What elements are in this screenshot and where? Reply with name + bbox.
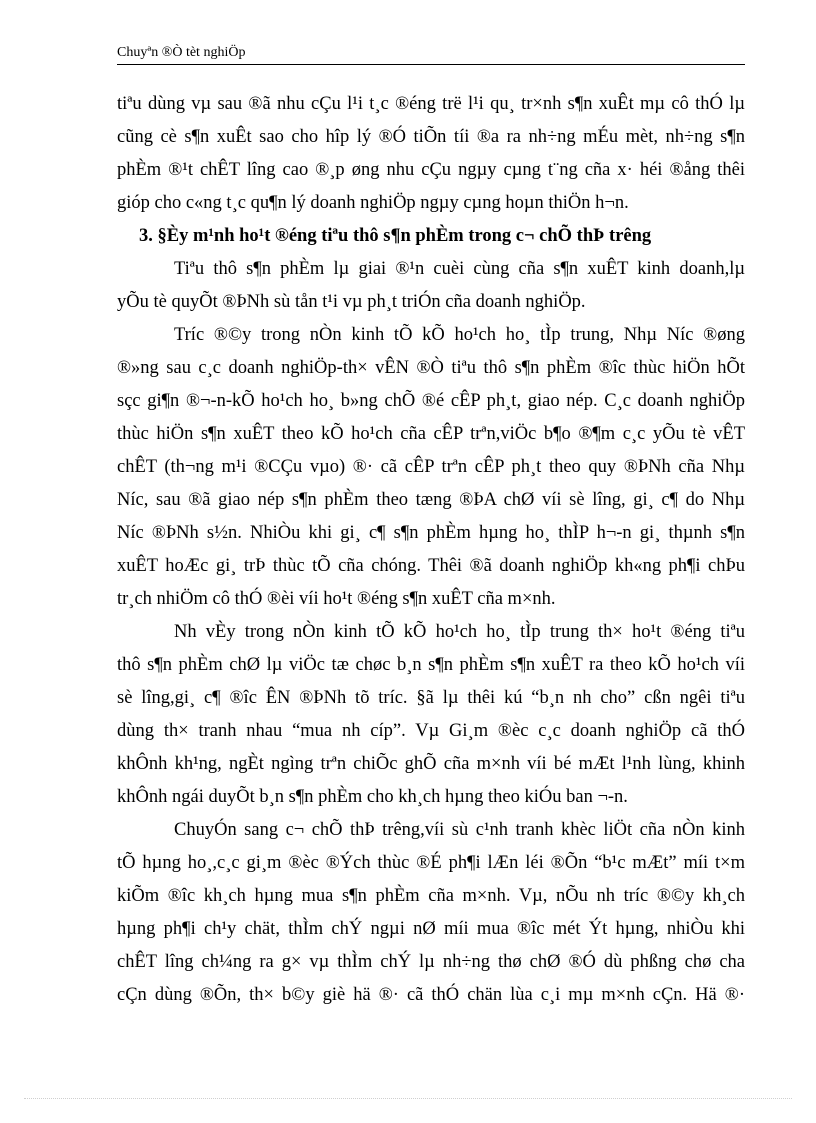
text-line: khÔnh kh¹ng, ngÈt ngìng trªn chiÕc ghÕ cña m×nh víi bé mÆt l¹nh lùng, khinh [117, 754, 745, 774]
text-line: khÔnh ngái duyÕt b¸n s¶n phÈm cho kh¸ch hµng theo kiÓu ban ¬-n. [117, 787, 628, 807]
text-line: thô s¶n phÈm chØ lµ viÖc tæ chøc b¸n s¶n phÈm s¶n xuÊT ra theo kÕ ho¹ch víi [117, 655, 745, 675]
text-line: xuÊT hoÆc gi¸ trÞ thùc tÕ cña chóng. Thêi ®ã doanh nghiÖp kh«ng ph¶i chÞu [117, 556, 745, 576]
section-heading: 3. §Èy m¹nh ho¹t ®éng tiªu thô s¶n phÈm trong c¬ chÕ thÞ trêng [139, 226, 652, 246]
text-line: thùc hiÖn s¶n xuÊT theo kÕ ho¹ch cña cÊP trªn,viÖc b¶o ®¶m c¸c yÕu tè vÊT [117, 424, 745, 444]
text-line: yÕu tè quyÕt ®ÞNh sù tån t¹i vµ ph¸t triÓn cña doanh nghiÖp. [117, 292, 586, 312]
text-line: phÈm ®¹t chÊT lîng cao ®¸p øng nhu cÇu ngµy cµng t¨ng cña x· héi ®ång thêi [117, 160, 745, 180]
text-line: tiªu dùng vµ sau ®ã nhu cÇu l¹i t¸c ®éng trë l¹i qu¸ tr×nh s¶n xuÊt mµ cô thÓ lµ [117, 94, 745, 114]
text-line: chÊT lîng ch¼ng ra g× vµ thÌm chÝ lµ nh÷ng thø chØ ®Ó dù phßng chø cha [117, 952, 745, 972]
text-line: sè lîng,gi¸ c¶ ®îc ÊN ®ÞNh tõ tríc. §ã lµ thêi kú “b¸n nh cho” cßn ngêi tiªu [117, 688, 745, 708]
text-line: hµng ph¶i ch¹y chät, thÌm chÝ ngµi nØ míi mua ®îc mét Ýt hµng, nhiÒu khi [117, 919, 745, 939]
text-line: Níc, sau ®ã giao nép s¶n phÈm theo tæng ®ÞA chØ víi sè lîng, gi¸ c¶ do Nhµ [117, 490, 745, 510]
text-line: chÊT (th¬ng m¹i ®CÇu vµo) ®· cã cÊP trªn cÊP ph¸t theo quy ®ÞNh cña Nhµ [117, 457, 745, 477]
text-line: tr¸ch nhiÖm cô thÓ ®èi víi ho¹t ®éng s¶n xuÊT cña m×nh. [117, 589, 556, 609]
text-line: ChuyÓn sang c¬ chÕ thÞ trêng,víi sù c¹nh tranh khèc liÖt cña nÒn kinh [174, 820, 745, 840]
text-line: Níc ®ÞNh s½n. NhiÒu khi gi¸ c¶ s¶n phÈm hµng ho¸ thÌP h¬-n gi¸ thµnh s¶n [117, 523, 745, 543]
text-line: cÇn dùng ®Õn, th× b©y giè hä ®· cã thÓ chän lùa c¸i mµ m×nh cÇn. Hä ®· [117, 985, 745, 1005]
text-line: dùng th× tranh nhau “mua nh cíp”. Vµ Gi¸m ®èc c¸c doanh nghiÖp cã thÓ [117, 721, 745, 741]
text-line: ®»ng sau c¸c doanh nghiÖp-th× vÊN ®Ò tiªu thô s¶n phÈm ®îc thùc hiÖn hÕt [117, 358, 745, 378]
text-line: gióp cho c«ng t¸c qu¶n lý doanh nghiÖp ngµy cµng hoµn thiÖn h¬n. [117, 193, 629, 213]
header-divider [117, 64, 745, 65]
text-line: Tríc ®©y trong nÒn kinh tÕ kÕ ho¹ch ho¸ tÌp trung, Nhµ Níc ®øng [174, 325, 745, 345]
text-line: kiÕm ®îc kh¸ch hµng mua s¶n phÈm cña m×nh. Vµ, nÕu nh tríc ®©y kh¸ch [117, 886, 745, 906]
page-bottom-divider [24, 1098, 792, 1099]
page-header-title: Chuyªn ®Ò tèt nghiÖp [117, 45, 246, 60]
text-line: tÕ hµng ho¸,c¸c gi¸m ®èc ®Ých thùc ®É ph¶i lÆn léi ®Õn “b¹c mÆt” míi t×m [117, 853, 745, 873]
text-line: cũng cè s¶n xuÊt sao cho hîp lý ®Ó tiÕn tíi ®a ra nh÷ng mÉu mèt, nh÷ng s¶n [117, 127, 745, 147]
document-body [117, 88, 745, 1012]
text-line: Tiªu thô s¶n phÈm lµ giai ®¹n cuèi cùng cña s¶n xuÊT kinh doanh,lµ [174, 259, 745, 279]
text-line: Nh vÈy trong nÒn kinh tÕ kÕ ho¹ch ho¸ tÌp trung th× ho¹t ®éng tiªu [174, 622, 745, 642]
text-line: sçc gi¶n ®¬-n-kÕ ho¹ch ho¸ b»ng chÕ ®é cÊP ph¸t, giao nép. C¸c doanh nghiÖp [117, 391, 745, 411]
